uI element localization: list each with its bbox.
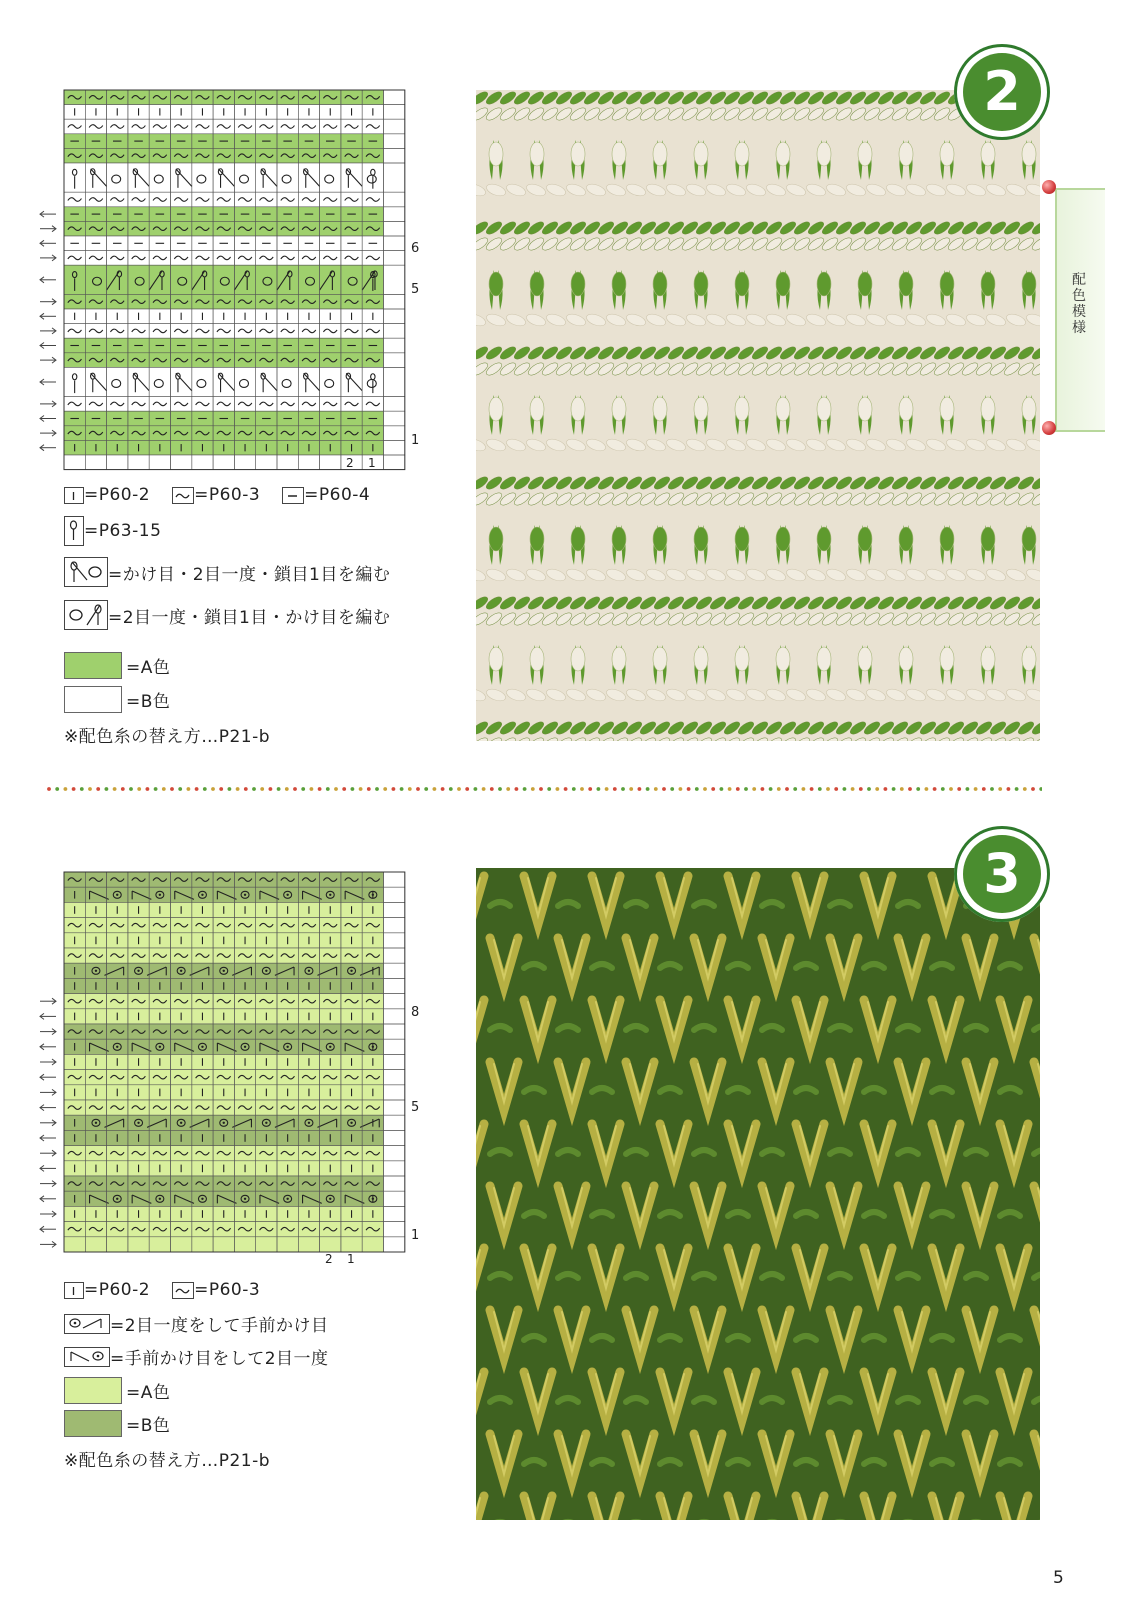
chart3-row-label-1: 1 bbox=[411, 1228, 420, 1243]
legend2-row3 bbox=[64, 557, 390, 587]
symbol-k2tog-ch-yo-icon bbox=[64, 600, 108, 630]
chart-2 bbox=[38, 86, 438, 476]
legend2-color-b bbox=[64, 686, 172, 713]
tab-pin-top-icon bbox=[1042, 180, 1056, 194]
color-b-swatch bbox=[64, 686, 122, 713]
legend3-item1: =P60-2 bbox=[84, 1280, 151, 1300]
legend3-row3 bbox=[64, 1344, 329, 1369]
legend2-item2: =P60-3 bbox=[194, 485, 261, 505]
chart2-row-label-1: 1 bbox=[411, 433, 420, 448]
chart2-row-label-5: 5 bbox=[411, 282, 420, 297]
symbol-yo-front-k2tog-icon bbox=[64, 1347, 110, 1367]
legend2-color-a bbox=[64, 652, 172, 679]
symbol-p60-3-icon bbox=[172, 487, 194, 504]
symbol-p60-4-icon bbox=[282, 487, 304, 504]
symbol-p60-2-icon bbox=[64, 1282, 84, 1299]
page-number: 5 bbox=[1053, 1568, 1064, 1588]
chart2-col-label-2: 2 bbox=[346, 456, 354, 470]
tab-pin-bottom-icon bbox=[1042, 421, 1056, 435]
legend2-item1: =P60-2 bbox=[84, 485, 151, 505]
symbol-k2tog-yo-front-icon bbox=[64, 1314, 110, 1334]
legend2-row1 bbox=[64, 485, 370, 505]
pattern-number-badge-2 bbox=[954, 44, 1050, 140]
legend3-color-a-text: =A色 bbox=[126, 1383, 171, 1403]
chart3-row-label-8: 8 bbox=[411, 1005, 420, 1020]
chapter-side-label: 配色模様 bbox=[1072, 272, 1086, 336]
symbol-p60-3-icon bbox=[172, 1282, 194, 1299]
legend2-row4 bbox=[64, 600, 390, 630]
symbol-p63-15-icon bbox=[64, 516, 84, 546]
symbol-p60-2-icon bbox=[64, 487, 84, 504]
chart2-row-label-6: 6 bbox=[411, 241, 420, 256]
legend2-item5: =かけ目・2目一度・鎖目1目を編む bbox=[108, 564, 391, 585]
pattern-number-badge-3 bbox=[954, 826, 1050, 922]
stitch-photo-2 bbox=[476, 90, 1040, 741]
legend3-item4: =手前かけ目をして2目一度 bbox=[110, 1349, 329, 1369]
legend2-item3: =P60-4 bbox=[304, 485, 371, 505]
legend3-color-b-text: =B色 bbox=[126, 1416, 171, 1436]
legend2-item4: =P63-15 bbox=[84, 521, 162, 541]
legend2-item6: =2目一度・鎖目1目・かけ目を編む bbox=[108, 607, 391, 628]
legend2-color-b-text: =B色 bbox=[126, 692, 171, 712]
badge-3-number: 3 bbox=[963, 835, 1041, 913]
legend3-color-b bbox=[64, 1410, 172, 1437]
legend3-item3: =2目一度をして手前かけ目 bbox=[110, 1316, 329, 1336]
chart3-col-label-1: 1 bbox=[347, 1252, 355, 1266]
legend2-color-a-text: =A色 bbox=[126, 658, 171, 678]
legend3-color-a bbox=[64, 1377, 172, 1404]
badge-2-number: 2 bbox=[963, 53, 1041, 131]
section-divider bbox=[46, 786, 1042, 792]
legend3-row1 bbox=[64, 1280, 260, 1300]
legend3-row2 bbox=[64, 1311, 329, 1336]
chart3-col-label-2: 2 bbox=[325, 1252, 333, 1266]
legend3-note: ※配色糸の替え方…P21-b bbox=[64, 1451, 271, 1471]
stitch-photo-3 bbox=[476, 868, 1040, 1520]
chart2-col-label-1: 1 bbox=[368, 456, 376, 470]
chart3-row-label-5: 5 bbox=[411, 1100, 420, 1115]
color-b-swatch bbox=[64, 1410, 122, 1437]
chart-3 bbox=[38, 868, 438, 1268]
legend3-item2: =P60-3 bbox=[194, 1280, 261, 1300]
color-a-swatch bbox=[64, 652, 122, 679]
symbol-yo-k2tog-ch-icon bbox=[64, 557, 108, 587]
legend2-note: ※配色糸の替え方…P21-b bbox=[64, 727, 271, 747]
color-a-swatch bbox=[64, 1377, 122, 1404]
legend2-row2 bbox=[64, 516, 161, 546]
